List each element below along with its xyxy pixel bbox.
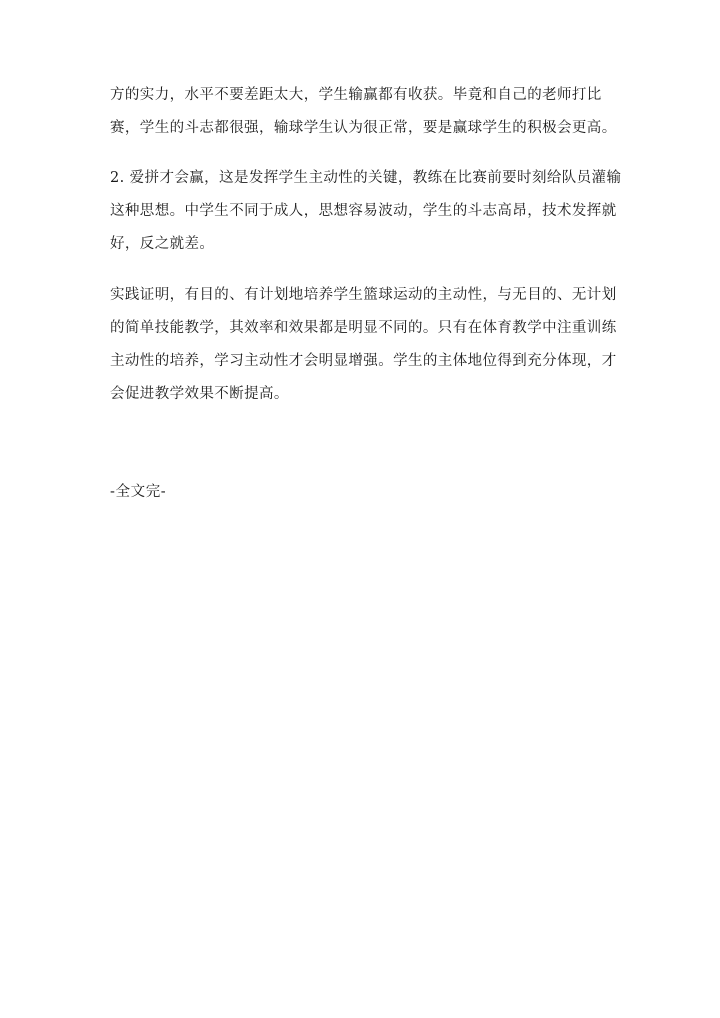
paragraph-match-benefits <box>110 79 617 145</box>
text-line: 会促进教学效果不断提高。 <box>110 386 289 402</box>
text-line: 这种思想。中学生不同于成人，思想容易波动，学生的斗志高昂，技术发挥就 <box>110 203 617 219</box>
end-of-document-mark: -全文完- <box>110 484 167 500</box>
text-line: 的简单技能教学，其效率和效果都是明显不同的。只有在体育教学中注重训练 <box>110 320 617 336</box>
text-line: 2. 爱拼才会赢，这是发挥学生主动性的关键，教练在比赛前要时刻给队员灌输 <box>110 170 622 186</box>
paragraph-fighting-spirit <box>110 162 622 261</box>
text-line: 好，反之就差。 <box>110 236 215 252</box>
text-line: 方的实力，水平不要差距太大，学生输赢都有收获。毕竟和自己的老师打比 <box>110 87 602 103</box>
text-line: 赛，学生的斗志都很强，输球学生认为很正常，要是赢球学生的积极会更高。 <box>110 120 617 136</box>
text-line: 实践证明，有目的、有计划地培养学生篮球运动的主动性，与无目的、无计划 <box>110 287 617 303</box>
text-line: 主动性的培养，学习主动性才会明显增强。学生的主体地位得到充分体现，才 <box>110 353 617 369</box>
paragraph-conclusion <box>110 279 617 411</box>
